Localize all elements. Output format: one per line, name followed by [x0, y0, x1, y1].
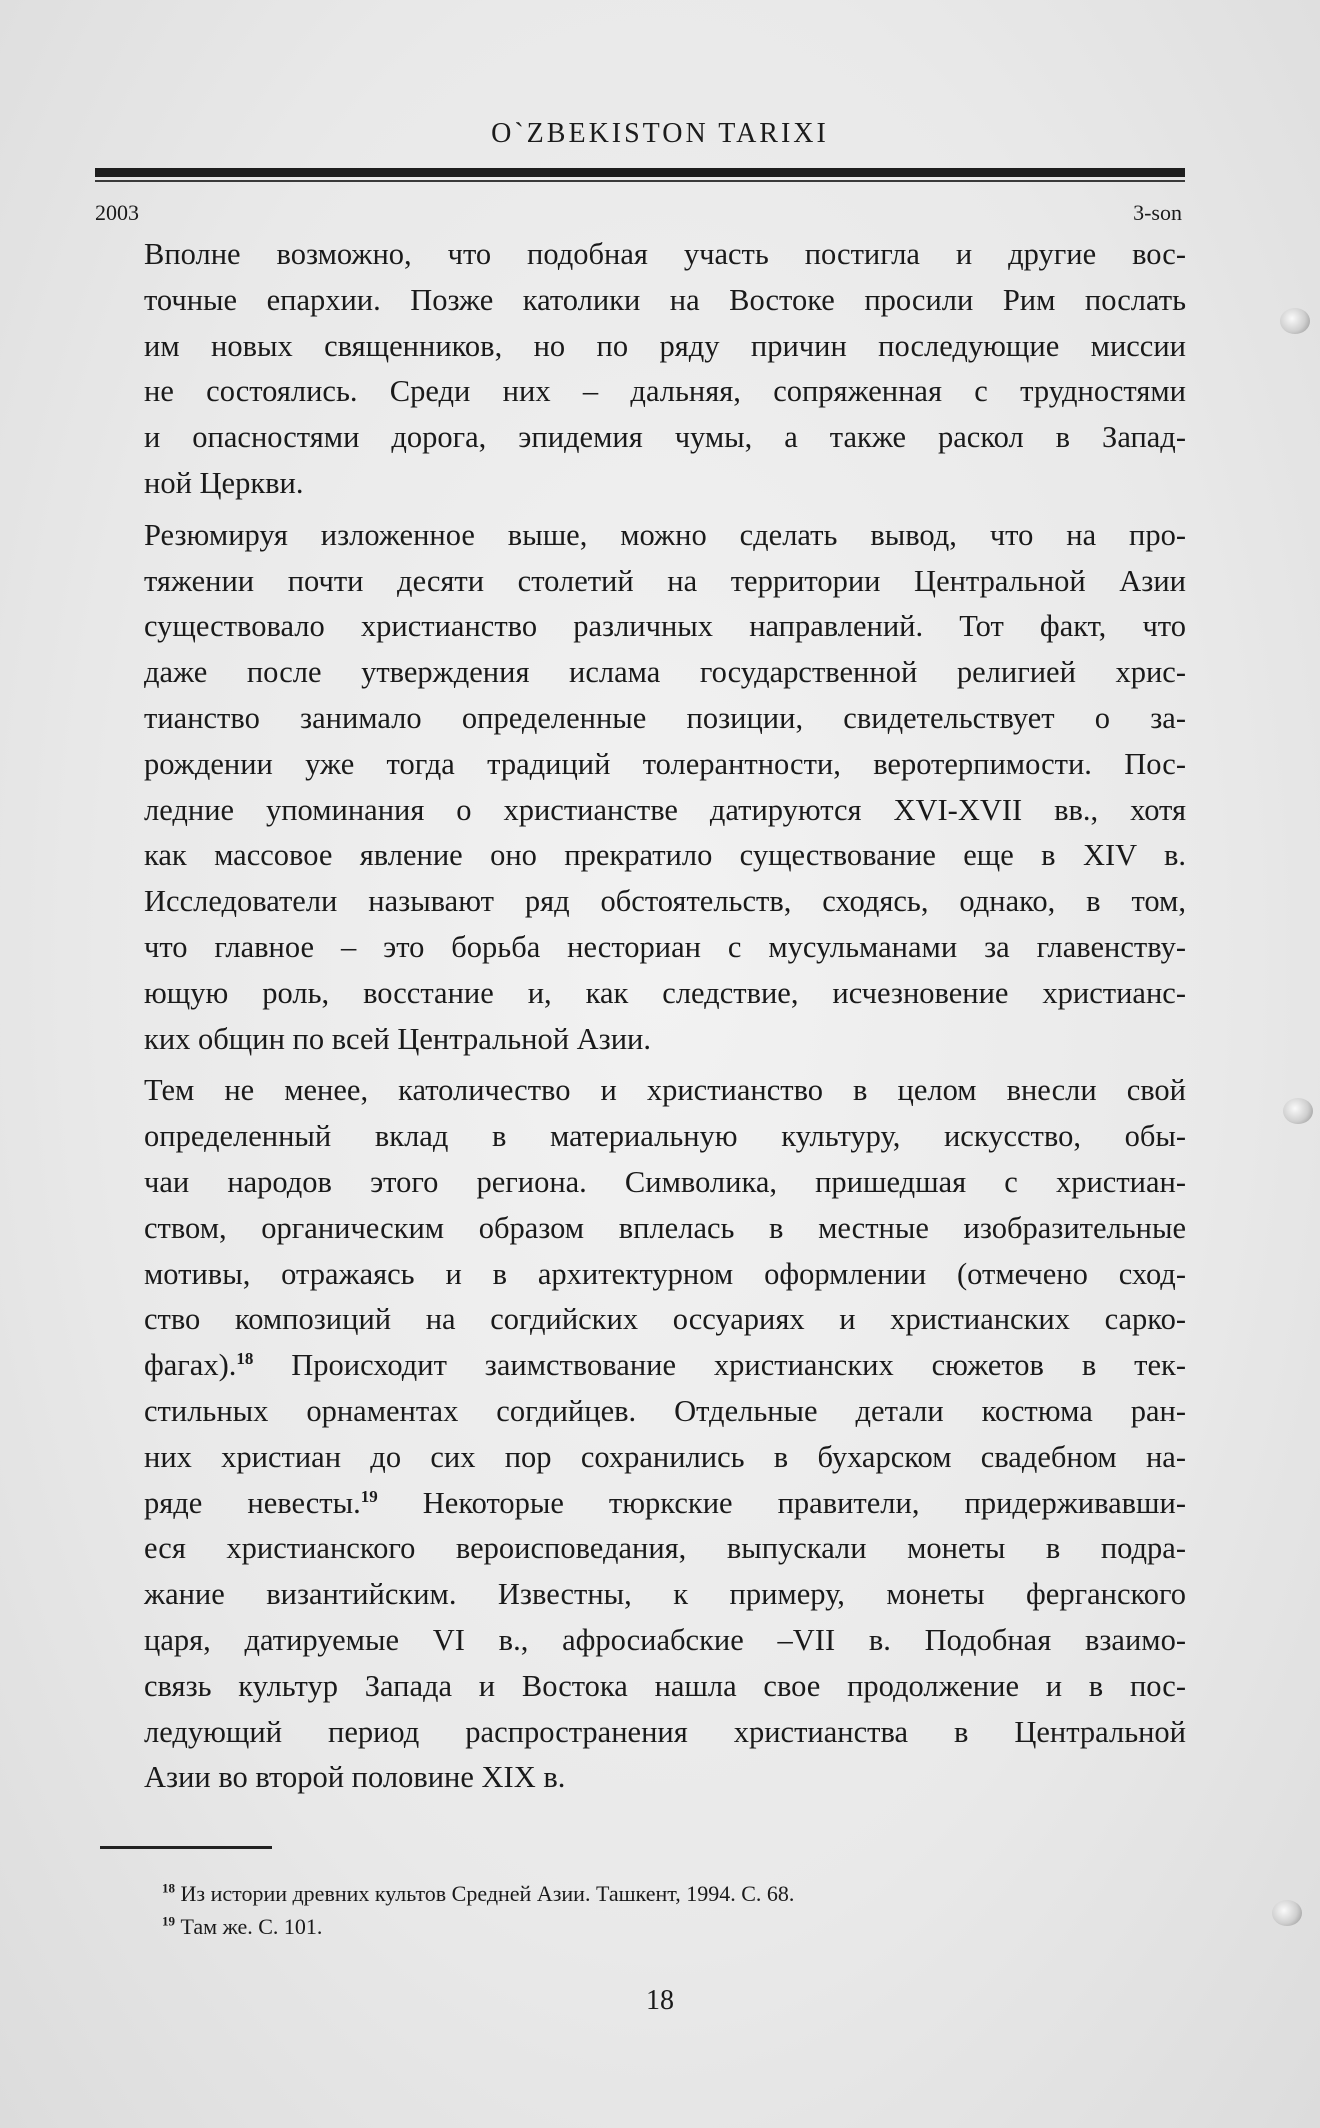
footnote-19 — [162, 1910, 794, 1943]
text-line: существовало христианство различных направлений. Тот факт, что — [144, 609, 1186, 644]
text-line: ледующий период распространения христианства в Центральной — [144, 1714, 1186, 1749]
paragraph-3 — [100, 1068, 1186, 1801]
article-body — [100, 232, 1186, 1807]
footnote-ref: 19 — [360, 1486, 378, 1506]
text-line: царя, датируемые VI в., афросиабские –VII в. Подобная взаимо- — [144, 1622, 1186, 1657]
binding-hole — [1280, 308, 1310, 334]
text-line: Азии во второй половине XIX в. — [144, 1760, 566, 1795]
footnote-ref: 18 — [236, 1348, 254, 1368]
journal-title: O`ZBEKISTON TARIXI — [491, 118, 829, 149]
paragraph-2 — [100, 513, 1186, 1063]
text-line: точные епархии. Позже католики на Востоке просили Рим послать — [144, 282, 1186, 317]
footnote-18 — [162, 1877, 794, 1910]
text-line: тианство занимало определенные позиции, свидетельствует о за- — [144, 700, 1186, 735]
text-line: определенный вклад в материальную культуру, искусство, обы- — [144, 1119, 1186, 1154]
text-line: ством, органическим образом вплелась в местные изобразительные — [144, 1210, 1186, 1245]
header-rule-thin — [95, 180, 1185, 182]
text-line: еся христианского вероисповедания, выпускали монеты в подра- — [144, 1531, 1186, 1566]
text-line-with-footnote — [100, 1343, 1186, 1389]
page-number: 18 — [646, 1985, 674, 2016]
footnote-text: Из истории древних культов Средней Азии. Ташкент, 1994. С. 68. — [175, 1881, 795, 1906]
text-fragment: Некоторые тюркские правители, придерживавши- — [377, 1485, 1186, 1520]
text-line: и опасностями дорога, эпидемия чумы, а также раскол в Запад- — [144, 420, 1186, 455]
text-line: ство композиций на согдийских оссуариях и христианских сарко- — [144, 1302, 1186, 1337]
text-line-with-footnote — [100, 1481, 1186, 1527]
text-fragment: Происходит заимствование христианских сюжетов в тек- — [253, 1348, 1186, 1383]
text-line: рождении уже тогда традиций толерантности, веротерпимости. Пос- — [144, 746, 1186, 781]
text-line: жание византийским. Известны, к примеру, монеты ферганского — [144, 1577, 1186, 1612]
text-line: них христиан до сих пор сохранились в бухарском свадебном на- — [144, 1439, 1186, 1474]
paragraph-1 — [100, 232, 1186, 507]
text-line: как массовое явление оно прекратило существование еще в XIV в. — [144, 838, 1186, 873]
text-line: Вполне возможно, что подобная участь постигла и другие вос- — [144, 237, 1186, 271]
text-line: ющую роль, восстание и, как следствие, исчезновение христианс- — [144, 975, 1186, 1010]
text-line: ной Церкви. — [144, 465, 304, 500]
footnote-separator — [100, 1846, 272, 1849]
footnote-mark: 19 — [162, 1913, 175, 1929]
binding-hole — [1272, 1900, 1302, 1926]
text-line: ких общин по всей Центральной Азии. — [144, 1021, 651, 1056]
text-line: что главное – это борьба несториан с мусульманами за главенству- — [144, 929, 1186, 964]
header-rule — [95, 168, 1185, 177]
issue-year: 2003 — [95, 200, 139, 225]
text-line: Тем не менее, католичество и христианство в целом внесли свой — [144, 1073, 1186, 1108]
text-line: не состоялись. Среди них – дальняя, сопряженная с трудностями — [144, 374, 1186, 409]
footnote-text: Там же. С. 101. — [175, 1914, 323, 1939]
text-line: Резюмируя изложенное выше, можно сделать вывод, что на про- — [144, 517, 1186, 552]
text-line: мотивы, отражаясь и в архитектурном оформлении (отмечено сход- — [144, 1256, 1186, 1291]
text-fragment: фагах). — [144, 1348, 237, 1383]
text-line: связь культур Запада и Востока нашла свое продолжение и в пос- — [144, 1668, 1186, 1703]
text-line: чаи народов этого региона. Символика, пришедшая с христиан- — [144, 1164, 1186, 1199]
text-line: Исследователи называют ряд обстоятельств, сходясь, однако, в том, — [144, 884, 1186, 919]
text-line: стильных орнаментах согдийцев. Отдельные детали костюма ран- — [144, 1393, 1186, 1428]
text-line: тяжении почти десяти столетий на территории Центральной Азии — [144, 563, 1186, 598]
footnote-mark: 18 — [162, 1880, 175, 1896]
text-fragment: ряде невесты. — [144, 1485, 361, 1520]
issue-number: 3-son — [1133, 200, 1182, 225]
text-line: им новых священников, но по ряду причин последующие миссии — [144, 328, 1186, 363]
footnotes — [162, 1877, 794, 1943]
text-line: ледние упоминания о христианстве датируются XVI-XVII вв., хотя — [144, 792, 1186, 827]
binding-hole — [1283, 1098, 1313, 1124]
text-line: даже после утверждения ислама государственной религией хрис- — [144, 655, 1186, 690]
